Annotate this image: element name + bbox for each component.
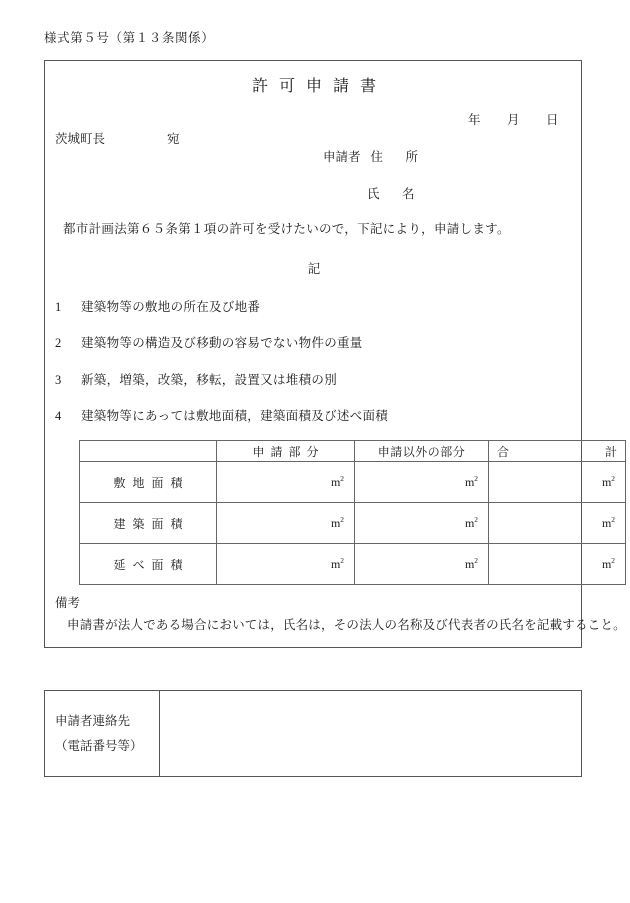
list-item — [55, 333, 363, 351]
row-label-total-floor-area: 延べ面積 — [80, 544, 217, 585]
row-label-site-area: 敷地面積 — [80, 462, 217, 503]
list-item — [55, 406, 388, 424]
addressee-recipient: 茨城町長 — [55, 132, 106, 146]
date-year-label: 年 — [467, 113, 481, 127]
cell-floor-applied[interactable]: $m^2$ — [217, 544, 355, 585]
contact-label-cell — [45, 691, 160, 777]
item-number: 2 — [55, 336, 62, 350]
date-line — [468, 110, 559, 128]
applicant-name-row — [323, 184, 420, 202]
cell-floor-other[interactable]: $m^2$ — [355, 544, 489, 585]
row-label-building-area: 建築面積 — [80, 503, 217, 544]
cell-site-other[interactable]: $m^2$ — [355, 462, 489, 503]
cell-site-applied[interactable]: $m^2$ — [217, 462, 355, 503]
header-cell-other: 申請以外の部分 — [355, 441, 489, 462]
cell-site-total[interactable]: $m^2$ — [489, 462, 626, 503]
item-text: 建築物等の構造及び移動の容易でない物件の重量 — [81, 336, 363, 350]
date-month-label: 月 — [506, 113, 520, 127]
table-row — [80, 462, 626, 503]
header-cell-applied: 申請部分 — [217, 441, 355, 462]
cell-building-total[interactable]: $m^2$ — [489, 503, 626, 544]
contact-row — [45, 691, 582, 777]
contact-value-cell[interactable] — [160, 691, 582, 777]
addressee-suffix: 宛 — [167, 132, 180, 146]
item-number: 1 — [55, 300, 62, 314]
cell-building-other[interactable]: $m^2$ — [355, 503, 489, 544]
contact-label-line2: （電話番号等） — [55, 738, 143, 753]
remarks-label: 備考 — [55, 596, 81, 610]
main-form-frame — [44, 60, 626, 648]
contact-label-line1: 申請者連絡先 — [55, 714, 131, 729]
applicant-address-row — [323, 147, 423, 165]
contact-box — [44, 690, 582, 777]
area-table — [79, 440, 626, 585]
date-day-label: 日 — [545, 113, 559, 127]
cell-floor-total[interactable]: $m^2$ — [489, 544, 626, 585]
item-number: 4 — [55, 409, 62, 423]
table-header-row — [80, 441, 626, 462]
cell-building-applied[interactable]: $m^2$ — [217, 503, 355, 544]
ki-marker: 記 — [307, 262, 321, 276]
list-item — [55, 370, 337, 388]
page-title: 許可申請書 — [251, 78, 387, 95]
remarks-text: 申請書が法人である場合においては，氏名は，その法人の名称及び代表者の氏名を記載すること。 — [67, 618, 626, 632]
item-text: 建築物等にあっては敷地面積，建築面積及び述べ面積 — [81, 409, 389, 423]
item-text: 建築物等の敷地の所在及び地番 — [81, 300, 261, 314]
addressee-line — [55, 129, 180, 147]
item-text: 新築，増築，改築，移転，設置又は堆積の別 — [81, 373, 338, 387]
applicant-prefix-label: 申請者 — [323, 150, 361, 164]
table-row — [80, 544, 626, 585]
form-number: 様式第５号（第１３条関係） — [44, 31, 215, 45]
item-number: 3 — [55, 373, 62, 387]
applicant-name-label: 氏 名 — [367, 187, 420, 201]
header-total-right: 計 — [604, 444, 617, 459]
header-cell-total — [489, 441, 626, 462]
header-total-left: 合 — [497, 444, 510, 459]
list-item — [55, 297, 260, 315]
header-cell-blank — [80, 441, 217, 462]
body-sentence: 都市計画法第６５条第１項の許可を受けたいので，下記により，申請します。 — [63, 222, 510, 236]
applicant-address-label: 住 所 — [370, 150, 424, 164]
table-row — [80, 503, 626, 544]
